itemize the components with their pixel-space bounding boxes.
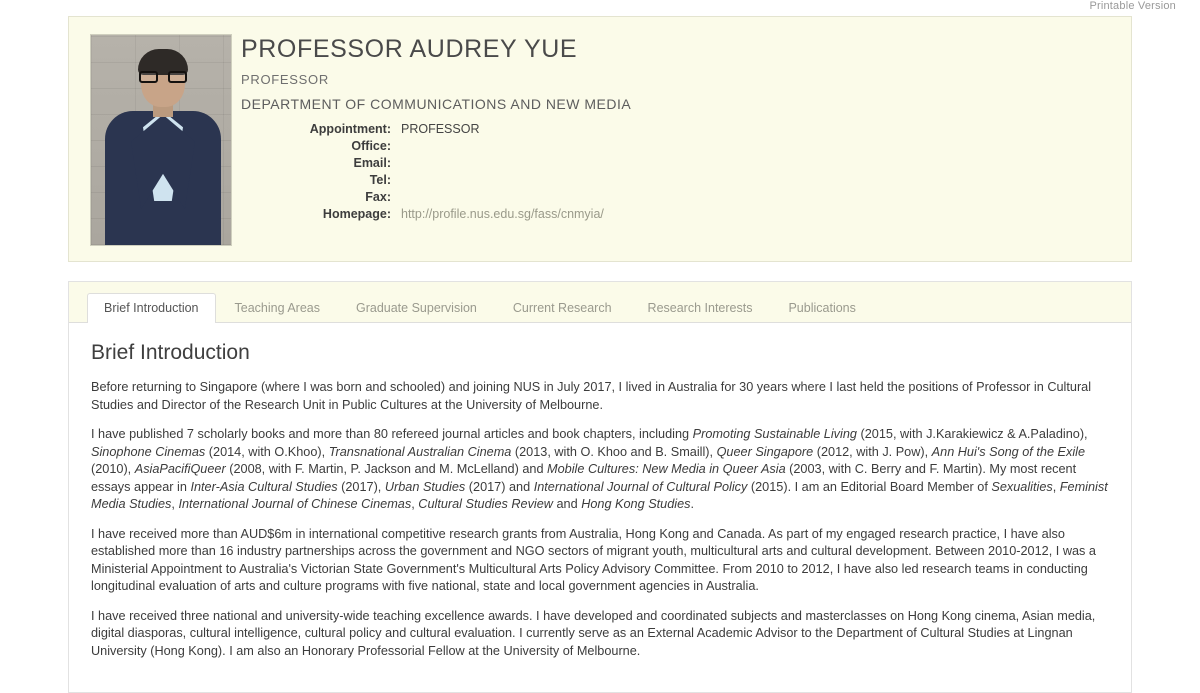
paragraph-2: I have published 7 scholarly books and more than 80 refereed journal articles and book chapters, including Promoting Sustainable Living (2015, with J.Karakiewicz & A.Paladino), Sinophone Cinemas (2014, with O.Khoo), Transnational Australian Cinema (2013, with O. Khoo and B. Smaill), Queer Singapore (2012, with J. Pow), Ann Hui's Song of the Exile (2010), AsiaPacifiQueer (2008, with F. Martin, P. Jackson and M. McLelland) and Mobile Cultures: New Media in Queer Asia (2003, with C. Berry and F. Martin). My most recent essays appear in Inter-Asia Cultural Studies (2017), Urban Studies (2017) and International Journal of Cultural Policy (2015). I am an Editorial Board Member of Sexualities, Feminist Media Studies, International Journal of Chinese Cinemas, Cultural Studies Review and Hong Kong Studies. xyxy=(91,427,1108,511)
detail-label-office: Office: xyxy=(351,138,391,153)
tab-graduate-supervision[interactable]: Graduate Supervision xyxy=(355,301,477,315)
table-row xyxy=(241,137,604,154)
homepage-link[interactable]: http://profile.nus.edu.sg/fass/cnmyia/ xyxy=(401,206,604,221)
detail-value-appointment: PROFESSOR xyxy=(401,121,480,136)
tab-bar xyxy=(69,282,1131,323)
tab-research-interests[interactable]: Research Interests xyxy=(647,301,753,315)
glasses-icon xyxy=(139,71,187,83)
table-row xyxy=(241,171,604,188)
paragraph-3: I have received more than AUD$6m in international competitive research grants from Australia, Hong Kong and Canada. As part of my engaged research practice, I have also established more than 16 industry partnerships across the government and NGO sectors of migrant youth, multicultural arts and cultural development. Between 2010-2012, I was a Ministerial Appointment to Australia's Victorian State Government's Multicultural Arts Policy Advisory Committee. From 2010 to 2012, I have also led research teams in conducting longitudinal evaluation of arts and culture programs with five national, state and local government agencies in Australia. xyxy=(91,526,1096,593)
detail-label-email: Email: xyxy=(353,155,391,170)
table-row xyxy=(241,188,604,205)
profile-details-table xyxy=(241,120,604,222)
detail-value-tel xyxy=(401,171,604,188)
paragraph-4: I have received three national and university-wide teaching excellence awards. I have developed and coordinated subjects and masterclasses on Hong Kong cinema, Asian media, digital diasporas, cultural intelligence, cultural policy and cultural evaluation. I currently serve as an External Academic Advisor to the Department of Cultural Studies at Lingnan University (Hong Kong). I am also an Honorary Professorial Fellow at the University of Melbourne. xyxy=(91,608,1096,658)
detail-value-office xyxy=(401,137,604,154)
profile-text-block xyxy=(241,35,1115,222)
table-row xyxy=(241,120,604,137)
detail-label-tel: Tel: xyxy=(369,172,391,187)
detail-label-appointment: Appointment: xyxy=(309,121,391,136)
detail-label-homepage: Homepage: xyxy=(322,206,391,221)
avatar xyxy=(90,34,232,246)
tab-publications[interactable]: Publications xyxy=(788,301,856,315)
tab-teaching-areas[interactable]: Teaching Areas xyxy=(234,301,320,315)
table-row xyxy=(241,205,604,222)
detail-value-fax xyxy=(401,188,604,205)
detail-value-homepage xyxy=(401,205,604,222)
content-card xyxy=(68,281,1132,693)
table-row xyxy=(241,154,604,171)
tab-brief-introduction[interactable]: Brief Introduction xyxy=(87,293,216,323)
tab-panel-brief-introduction xyxy=(69,323,1131,692)
section-heading: Brief Introduction xyxy=(91,341,250,364)
detail-value-email xyxy=(401,154,604,171)
page-title: PROFESSOR AUDREY YUE xyxy=(241,35,578,63)
paragraph-1: Before returning to Singapore (where I was born and schooled) and joining NUS in July 2017, I lived in Australia for 30 years where I last held the positions of Professor in Cultural Studies and Director of the Research Unit in Public Cultures at the University of Melbourne. xyxy=(91,380,1092,412)
detail-label-fax: Fax: xyxy=(365,189,391,204)
tab-current-research[interactable]: Current Research xyxy=(512,301,612,315)
profile-department: DEPARTMENT OF COMMUNICATIONS AND NEW MEDIA xyxy=(241,96,632,112)
profile-rank: PROFESSOR xyxy=(241,72,329,87)
profile-card xyxy=(68,16,1132,262)
printable-version-link[interactable]: Printable Version xyxy=(1089,0,1176,12)
